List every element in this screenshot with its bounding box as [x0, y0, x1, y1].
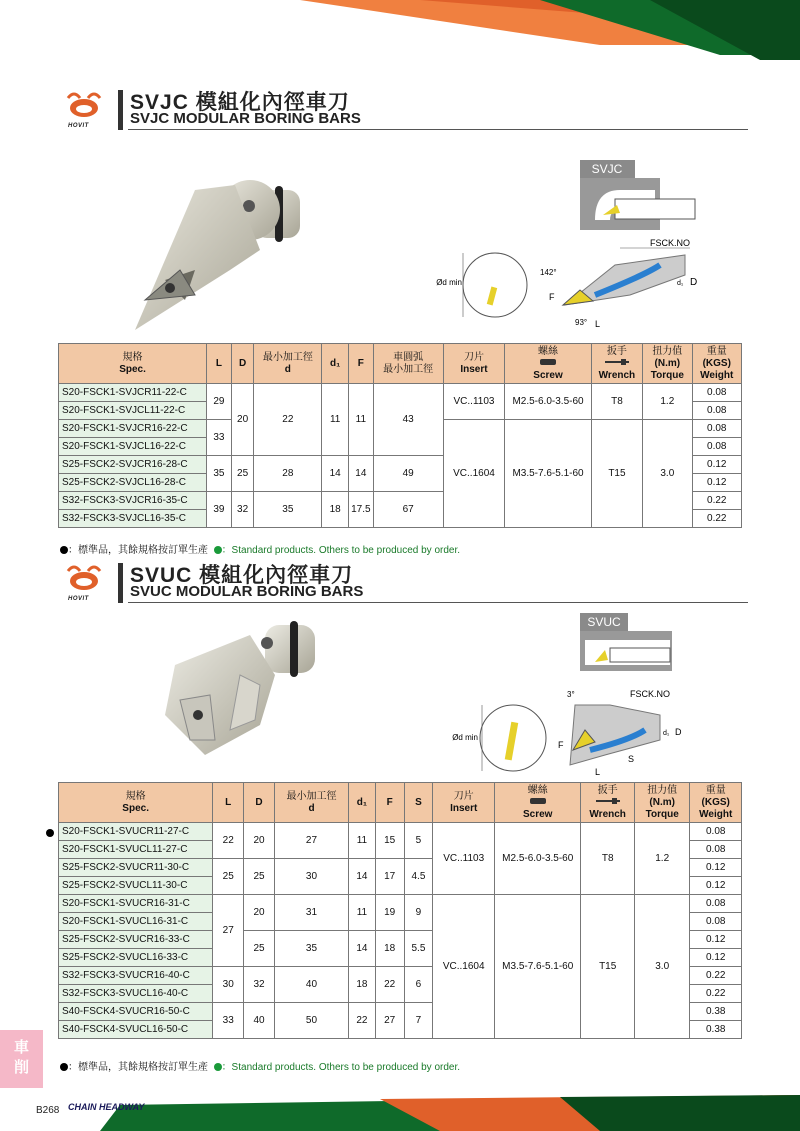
cell-F: 18 — [375, 931, 404, 967]
col-d1: d₁ — [322, 344, 349, 384]
angle-142: 142° — [540, 268, 557, 277]
cell-d1: 11 — [349, 895, 376, 931]
cell-weight: 0.12 — [690, 931, 742, 949]
cell-insert: VC..1604 — [433, 895, 495, 1039]
cell-weight: 0.08 — [690, 913, 742, 931]
col-D: D — [244, 783, 275, 823]
col-spec: 規格 Spec. — [59, 344, 207, 384]
table-row — [59, 895, 742, 913]
svjc-diagram — [436, 155, 705, 335]
spec-cell: S32-FSCK3-SVUCL16-40-C — [59, 985, 213, 1003]
spec-cell: S25-FSCK2-SVUCL16-33-C — [59, 949, 213, 967]
cell-L: 33 — [207, 420, 232, 456]
title-bar — [118, 90, 123, 130]
cell-min-d: 40 — [274, 967, 348, 1003]
col-wrench: 扳手 Wrench — [591, 344, 642, 384]
angle-93: 93° — [575, 318, 588, 327]
col-min-d: 最小加工徑 d — [274, 783, 348, 823]
cell-weight: 0.38 — [690, 1021, 742, 1039]
section2-header — [60, 561, 750, 607]
dim-D: D — [690, 277, 698, 288]
cell-S: 7 — [404, 1003, 433, 1039]
cell-S: 5 — [404, 823, 433, 859]
spec-cell: S25-FSCK2-SVUCL11-30-C — [59, 877, 213, 895]
cell-screw: M3.5-7.6-5.1-60 — [505, 420, 591, 528]
spec-cell: S25-FSCK2-SVJCR16-28-C — [59, 456, 207, 474]
cell-d1: 14 — [349, 931, 376, 967]
cell-L: 25 — [213, 859, 244, 895]
svuc-tool-photo — [150, 615, 330, 765]
section2-note: ：標準品，其餘規格按訂單生產 ：Standard products. Others to be produced by order. — [60, 1058, 460, 1073]
screw-icon — [530, 797, 546, 805]
cell-insert: VC..1103 — [443, 384, 505, 420]
table-row — [59, 823, 742, 841]
spec-cell: S25-FSCK2-SVUCR16-33-C — [59, 931, 213, 949]
col-F: F — [349, 344, 374, 384]
cell-min-d: 22 — [254, 384, 322, 456]
col-spec: 規格 Spec. — [59, 783, 213, 823]
cell-d1: 18 — [322, 492, 349, 528]
wrench-icon — [596, 797, 620, 805]
col-F: F — [375, 783, 404, 823]
table-row — [59, 384, 742, 402]
cell-d1: 22 — [349, 1003, 376, 1039]
spec-cell: S20-FSCK1-SVUCR11-27-C — [59, 823, 213, 841]
cell-F: 17.5 — [349, 492, 374, 528]
col-torque: 扭力值 (N.m) Torque — [643, 344, 692, 384]
logo-text: HOVIT — [68, 596, 89, 602]
cell-min-d: 50 — [274, 1003, 348, 1039]
cell-wrench: T15 — [581, 895, 634, 1039]
cell-F: 22 — [375, 967, 404, 1003]
cell-min-d: 35 — [254, 492, 322, 528]
cell-arc: 43 — [373, 384, 443, 456]
cell-F: 17 — [375, 859, 404, 895]
cell-S: 5.5 — [404, 931, 433, 967]
fsck-label: FSCK.NO — [649, 238, 690, 248]
cell-wrench: T15 — [591, 420, 642, 528]
col-wrench: 扳手 Wrench — [581, 783, 634, 823]
cell-insert: VC..1103 — [433, 823, 495, 895]
dim-L: L — [595, 767, 601, 777]
cell-screw: M2.5-6.0-3.5-60 — [505, 384, 591, 420]
cell-weight: 0.22 — [692, 510, 742, 528]
dim-S: S — [628, 754, 635, 764]
cell-min-d: 35 — [274, 931, 348, 967]
cell-weight: 0.12 — [692, 456, 742, 474]
cell-weight: 0.12 — [690, 877, 742, 895]
cell-D: 32 — [244, 967, 275, 1003]
cell-torque: 3.0 — [643, 420, 692, 528]
svjc-spec-table — [58, 343, 742, 528]
cell-torque: 1.2 — [643, 384, 692, 420]
spec-cell: S32-FSCK3-SVJCL16-35-C — [59, 510, 207, 528]
col-weight: 重量 (KGS) Weight — [692, 344, 742, 384]
cell-F: 27 — [375, 1003, 404, 1039]
standard-dot-icon — [60, 1063, 68, 1071]
section2-title-zh: SVUC 模組化內徑車刀 — [130, 564, 354, 587]
cell-weight: 0.38 — [690, 1003, 742, 1021]
cell-S: 6 — [404, 967, 433, 1003]
standard-row-dot-icon — [46, 829, 54, 837]
spec-cell: S20-FSCK1-SVUCL11-27-C — [59, 841, 213, 859]
cell-weight: 0.12 — [692, 474, 742, 492]
section1-note: ：標準品，其餘規格按訂單生產 ：Standard products. Others to be produced by order. — [60, 541, 460, 556]
section1-title-en: SVJC MODULAR BORING BARS — [130, 110, 361, 127]
col-insert: 刀片 Insert — [433, 783, 495, 823]
dim-L: L — [595, 319, 601, 329]
page-number: B268 — [36, 1105, 60, 1116]
cell-D: 25 — [244, 859, 275, 895]
wrench-icon — [605, 358, 629, 366]
logo-text: HOVIT — [68, 123, 89, 129]
svjc-tool-photo — [125, 180, 315, 340]
cell-arc: 67 — [373, 492, 443, 528]
dim-F: F — [549, 292, 555, 302]
cell-weight: 0.22 — [690, 967, 742, 985]
section1-header — [60, 88, 750, 134]
screw-icon — [540, 358, 556, 366]
cell-F: 19 — [375, 895, 404, 931]
svjc-diagram-label: SVJC — [591, 162, 623, 176]
angle-3: 3° — [567, 690, 575, 699]
dim-D: D — [675, 727, 682, 737]
spec-cell: S40-FSCK4-SVUCL16-50-C — [59, 1021, 213, 1039]
cell-weight: 0.08 — [692, 402, 742, 420]
spec-cell: S32-FSCK3-SVUCR16-40-C — [59, 967, 213, 985]
col-d1: d₁ — [349, 783, 376, 823]
col-weight: 重量 (KGS) Weight — [690, 783, 742, 823]
title-underline — [128, 129, 748, 130]
cell-d1: 14 — [349, 859, 376, 895]
cell-d1: 14 — [322, 456, 349, 492]
col-L: L — [213, 783, 244, 823]
title-bar — [118, 563, 123, 603]
cell-torque: 3.0 — [634, 895, 690, 1039]
col-insert: 刀片 Insert — [443, 344, 505, 384]
cell-L: 39 — [207, 492, 232, 528]
col-screw: 螺絲 Screw — [505, 344, 591, 384]
cell-screw: M3.5-7.6-5.1-60 — [495, 895, 581, 1039]
chain-headway-logo: CHAIN HEADWAY — [68, 1102, 145, 1112]
cell-min-d: 31 — [274, 895, 348, 931]
cell-d1: 18 — [349, 967, 376, 1003]
cell-d1: 11 — [322, 384, 349, 456]
cell-wrench: T8 — [591, 384, 642, 420]
cell-weight: 0.22 — [692, 492, 742, 510]
cell-L: 30 — [213, 967, 244, 1003]
cell-screw: M2.5-6.0-3.5-60 — [495, 823, 581, 895]
cell-min-d: 27 — [274, 823, 348, 859]
svuc-spec-table — [58, 782, 742, 1039]
cell-S: 9 — [404, 895, 433, 931]
cell-F: 11 — [349, 384, 374, 456]
cell-torque: 1.2 — [634, 823, 690, 895]
spec-cell: S20-FSCK1-SVJCR16-22-C — [59, 420, 207, 438]
cell-D: 25 — [231, 456, 254, 492]
cell-weight: 0.08 — [690, 823, 742, 841]
cell-weight: 0.22 — [690, 985, 742, 1003]
cell-arc: 49 — [373, 456, 443, 492]
spec-cell: S25-FSCK2-SVUCR11-30-C — [59, 859, 213, 877]
col-torque: 扭力值 (N.m) Torque — [634, 783, 690, 823]
spec-cell: S32-FSCK3-SVJCR16-35-C — [59, 492, 207, 510]
cell-L: 22 — [213, 823, 244, 859]
bottom-banner — [0, 1095, 800, 1131]
top-banner — [0, 0, 800, 60]
dmin-label: Ød min — [436, 278, 462, 287]
green-dot-icon — [214, 1063, 222, 1071]
cell-L: 27 — [213, 895, 244, 967]
spec-cell: S20-FSCK1-SVUCR16-31-C — [59, 895, 213, 913]
cell-D: 25 — [244, 931, 275, 967]
col-S: S — [404, 783, 433, 823]
cell-weight: 0.12 — [690, 949, 742, 967]
cell-F: 15 — [375, 823, 404, 859]
cell-weight: 0.08 — [690, 841, 742, 859]
spec-cell: S20-FSCK1-SVJCR11-22-C — [59, 384, 207, 402]
cell-weight: 0.08 — [690, 895, 742, 913]
svuc-diagram — [445, 610, 705, 780]
svuc-diagram-label: SVUC — [587, 615, 621, 629]
cell-S: 4.5 — [404, 859, 433, 895]
dim-d1: d₁ — [663, 730, 670, 737]
section2-title-en: SVUC MODULAR BORING BARS — [130, 583, 364, 600]
dmin-label: Ød min — [452, 733, 478, 742]
spec-cell: S20-FSCK1-SVJCL11-22-C — [59, 402, 207, 420]
cell-F: 14 — [349, 456, 374, 492]
spec-cell: S40-FSCK4-SVUCR16-50-C — [59, 1003, 213, 1021]
green-dot-icon — [214, 546, 222, 554]
cell-D: 32 — [231, 492, 254, 528]
title-underline — [128, 602, 748, 603]
spec-cell: S20-FSCK1-SVUCL16-31-C — [59, 913, 213, 931]
cell-weight: 0.08 — [692, 384, 742, 402]
cell-D: 20 — [231, 384, 254, 456]
cell-D: 20 — [244, 895, 275, 931]
cell-weight: 0.08 — [692, 438, 742, 456]
dim-F: F — [558, 740, 564, 750]
col-D: D — [231, 344, 254, 384]
cell-weight: 0.08 — [692, 420, 742, 438]
side-tab-turning: 車 削 — [0, 1030, 43, 1088]
fsck-label: FSCK.NO — [629, 689, 670, 699]
cell-min-d: 30 — [274, 859, 348, 895]
section1-title-zh: SVJC 模組化內徑車刀 — [130, 91, 350, 114]
spec-cell: S25-FSCK2-SVJCL16-28-C — [59, 474, 207, 492]
dim-d1: d₁ — [677, 280, 684, 287]
cell-d1: 11 — [349, 823, 376, 859]
cell-D: 40 — [244, 1003, 275, 1039]
cell-L: 29 — [207, 384, 232, 420]
col-L: L — [207, 344, 232, 384]
cell-D: 20 — [244, 823, 275, 859]
standard-dot-icon — [60, 546, 68, 554]
cell-insert: VC..1604 — [443, 420, 505, 528]
col-arc: 車圓弧 最小加工徑 — [373, 344, 443, 384]
cell-weight: 0.12 — [690, 859, 742, 877]
cell-wrench: T8 — [581, 823, 634, 895]
cell-min-d: 28 — [254, 456, 322, 492]
spec-cell: S20-FSCK1-SVJCL16-22-C — [59, 438, 207, 456]
cell-L: 33 — [213, 1003, 244, 1039]
cell-L: 35 — [207, 456, 232, 492]
col-screw: 螺絲 Screw — [495, 783, 581, 823]
col-min-d: 最小加工徑 d — [254, 344, 322, 384]
